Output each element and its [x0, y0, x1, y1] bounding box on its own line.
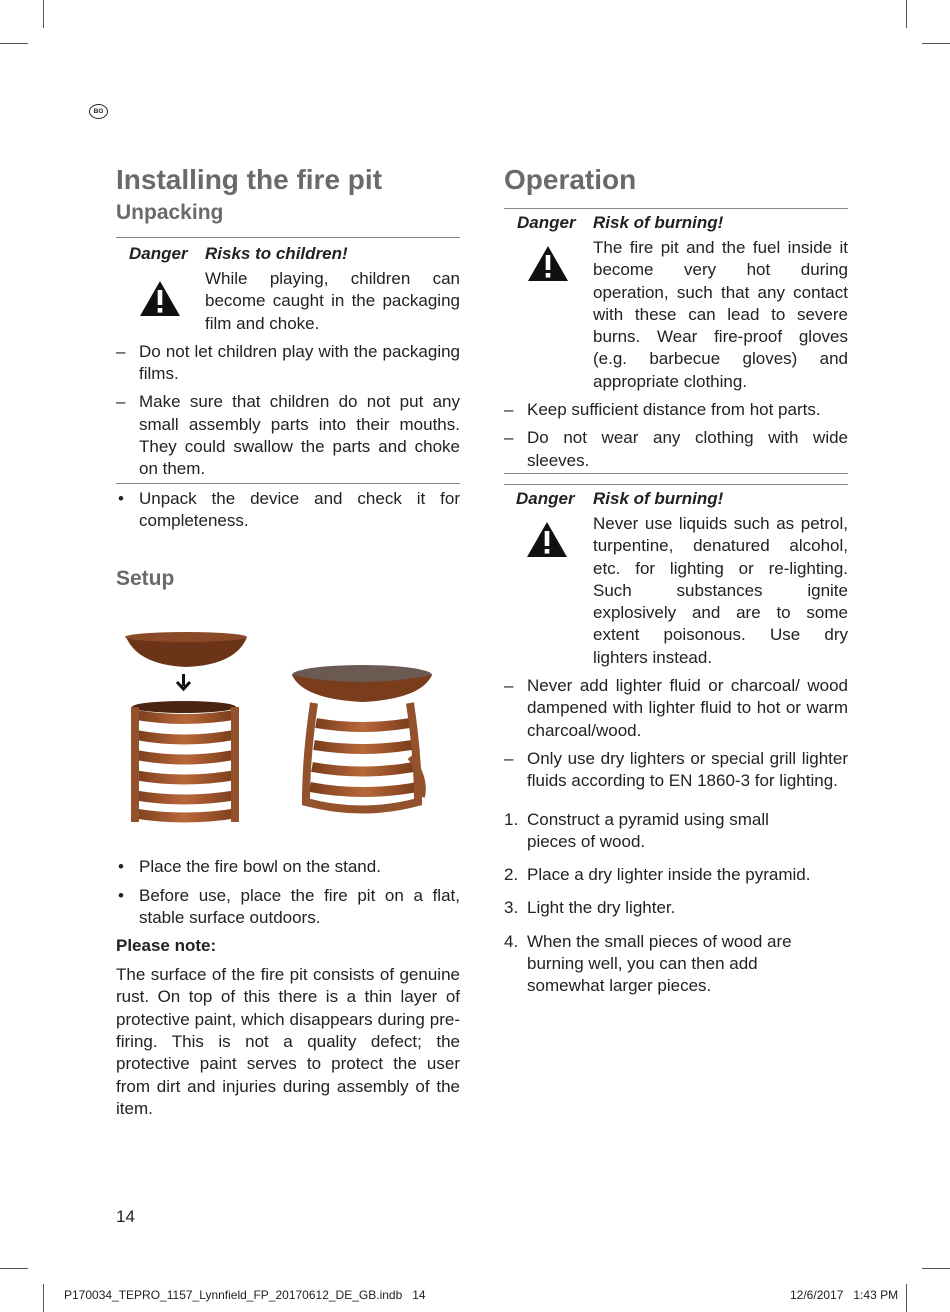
crop-mark — [906, 0, 907, 28]
crop-mark — [922, 1268, 950, 1269]
subsection-title-unpacking: Unpacking — [116, 201, 224, 224]
warning-triangle-icon — [527, 245, 569, 282]
list-item: – Only use dry lighters or special grill lighter fluids according to EN 1860-3 for lighting. — [504, 748, 848, 791]
step-number: 4. — [504, 931, 519, 951]
danger-title: Risks to children! — [205, 244, 348, 263]
list-item: – Make sure that children do not put any small assembly parts into their mouths. They could swallow the parts and choke on them. — [116, 392, 460, 479]
list-item-text: Do not let children play with the packaging films. — [139, 341, 460, 384]
footer-file-info: P170034_TEPRO_1157_Lynnfield_FP_20170612_DE_GB.indb 14 — [64, 1288, 426, 1302]
list-item: – Do not wear any clothing with wide sleeves. — [504, 428, 848, 470]
crop-mark — [0, 43, 28, 44]
list-item-text: Keep sufficient distance from hot parts. — [527, 400, 821, 420]
list-item: – Keep sufficient distance from hot parts. — [504, 400, 821, 420]
list-item: – Never add lighter fluid or charcoal/ wood dampened with lighter fluid to hot or warm charcoal/wood. — [504, 676, 848, 740]
list-item-text: Do not wear any clothing with wide sleeves. — [527, 428, 848, 470]
danger-text: Never use liquids such as petrol, turpentine, denatured alcohol, etc. for lighting or re-lighting. Such substances ignite explosively and are to some extent poisonous. Use dry lighters instead. — [593, 513, 848, 667]
list-item: • Unpack the device and check it for completeness. — [118, 488, 460, 530]
page-number: 14 — [116, 1207, 135, 1226]
subsection-title-setup: Setup — [116, 567, 175, 591]
warning-triangle-icon — [139, 280, 181, 317]
list-item-text: Never add lighter fluid or charcoal/ wood dampened with lighter fluid to hot or warm charcoal/wood. — [527, 676, 848, 740]
step-item — [504, 809, 848, 854]
list-item-text: Make sure that children do not put any small assembly parts into their mouths. They could swallow the parts and choke on them. — [139, 392, 460, 479]
step-item — [504, 864, 848, 886]
danger-header — [504, 489, 848, 513]
divider — [504, 208, 848, 209]
left-column — [116, 164, 460, 1120]
list-item-text: Only use dry lighters or special grill lighter fluids according to EN 1860-3 for lighting. — [527, 748, 848, 791]
step-item — [504, 897, 848, 919]
danger-keyword: Danger — [129, 244, 188, 263]
crop-mark — [906, 1284, 907, 1312]
crop-mark — [43, 0, 44, 28]
list-item-text: Place the fire bowl on the stand. — [139, 857, 381, 877]
crop-mark — [922, 43, 950, 44]
crop-mark — [43, 1284, 44, 1312]
note-heading: Please note: — [116, 936, 217, 956]
danger-body — [504, 513, 848, 669]
list-item-text: Before use, place the fire pit on a flat, stable surface outdoors. — [139, 885, 460, 927]
step-text: Light the dry lighter. — [527, 898, 676, 918]
danger-title: Risk of burning! — [593, 488, 724, 508]
right-column — [504, 164, 848, 998]
danger-text: The fire pit and the fuel inside it become very hot during operation, such that any contact with these can lead to severe burns. Wear fire-proof gloves (e.g. barbecue gloves) and appropriate clothing. — [593, 238, 848, 391]
footer-timestamp: 12/6/2017 1:43 PM — [790, 1288, 899, 1302]
language-badge: BG — [89, 104, 108, 119]
fire-pit-assembly-illustration — [116, 627, 460, 842]
step-number: 3. — [504, 898, 519, 918]
danger-keyword: Danger — [517, 213, 576, 232]
list-item: – Do not let children play with the packaging films. — [116, 341, 460, 384]
danger-body — [116, 268, 460, 335]
warning-triangle-icon — [526, 521, 568, 558]
step-text: Construct a pyramid using small pieces of wood. — [527, 809, 769, 851]
step-number: 2. — [504, 865, 519, 885]
divider — [116, 237, 460, 238]
list-item: • Place the fire bowl on the stand. — [118, 857, 381, 877]
divider — [504, 473, 848, 474]
crop-mark — [0, 1268, 28, 1269]
section-title-installing: Installing the fire pit — [116, 164, 383, 195]
note-text: The surface of the fire pit consists of genuine rust. On top of this there is a thin layer of protective paint, which disappears during pre-firing. This is not a quality defect; the protective paint serves to protect the user from dirt and injuries during assembly of the item. — [116, 965, 460, 1118]
divider — [116, 483, 460, 484]
arrow-down-icon — [177, 674, 190, 689]
section-title-operation: Operation — [504, 164, 637, 195]
danger-header — [504, 213, 848, 237]
danger-title: Risk of burning! — [593, 213, 724, 232]
divider — [504, 484, 848, 485]
danger-keyword: Danger — [516, 488, 575, 508]
list-item: • Before use, place the fire pit on a flat, stable surface outdoors. — [118, 885, 460, 927]
step-item — [504, 931, 848, 998]
step-number: 1. — [504, 809, 519, 829]
danger-text: While playing, children can become caught in the packaging film and choke. — [205, 269, 460, 333]
step-text: Place a dry lighter inside the pyramid. — [527, 865, 811, 885]
list-item-text: Unpack the device and check it for completeness. — [139, 488, 460, 530]
danger-header — [116, 244, 460, 268]
step-text: When the small pieces of wood are burning well, you can then add somewhat larger pieces. — [527, 931, 792, 996]
danger-body — [504, 237, 848, 393]
